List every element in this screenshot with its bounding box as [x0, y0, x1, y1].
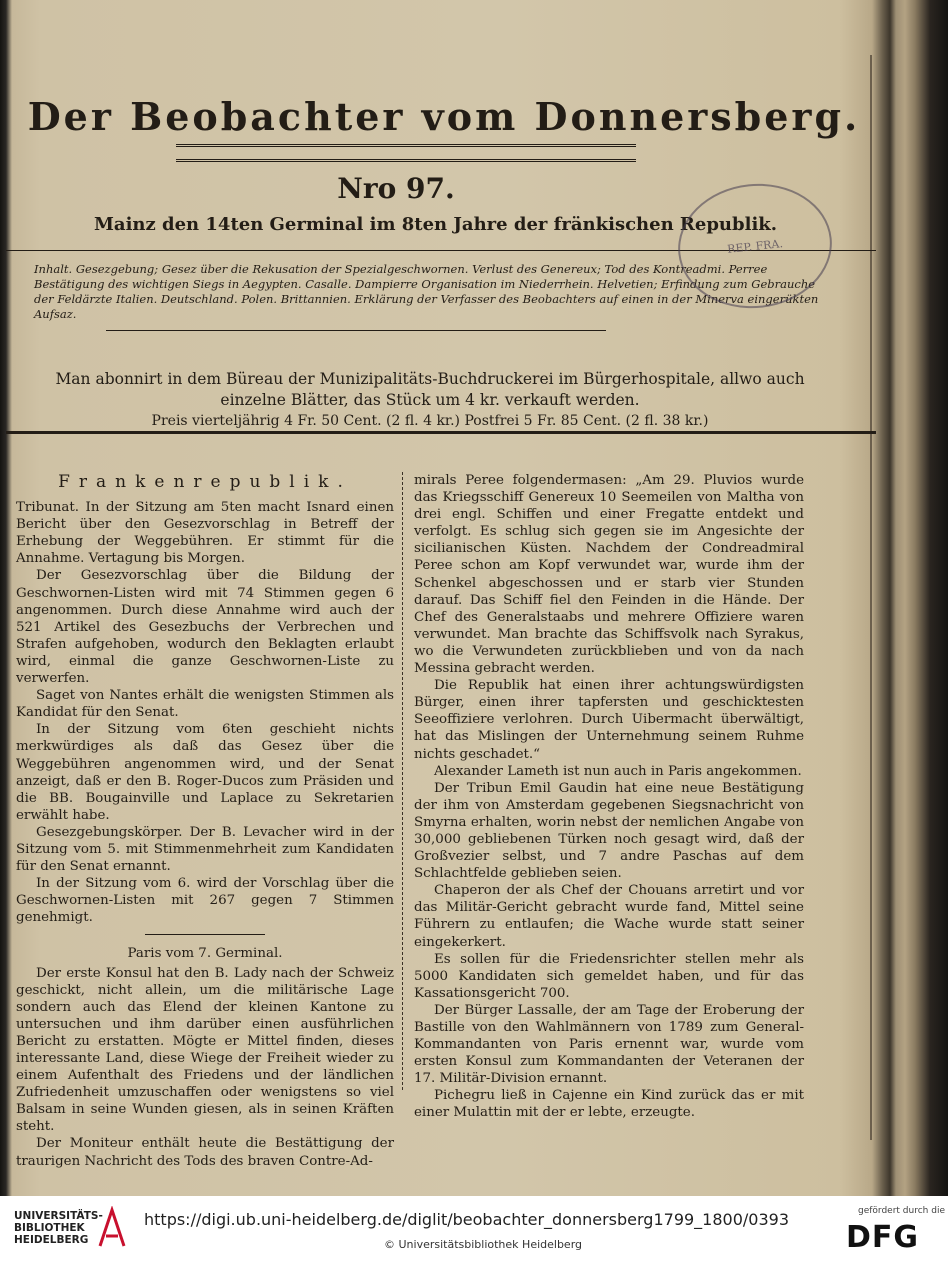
paragraph: Tribunat. In der Sitzung am 5ten macht Isnard einen Bericht über den Gesezvorschlag in Betreff der Erhebung der Weggebühren. Er stimmt für die Annahme. Vertagung bis Morgen.	[16, 500, 394, 567]
subscription-line: einzelne Blätter, das Stück um 4 kr. verkauft werden.	[220, 391, 640, 409]
copyright-notice: © Universitätsbibliothek Heidelberg	[384, 1238, 583, 1251]
dateline: Mainz den 14ten Germinal im 8ten Jahre der fränkischen Republik.	[94, 214, 778, 235]
issue-number: Nro 97.	[337, 172, 455, 205]
paragraph: Chaperon der als Chef der Chouans arretirt und vor das Militär-Gericht gebracht wurde fand, Mittel seine Führern zu entlaufen; die Wache wurde statt seiner eingekerkert.	[414, 883, 804, 950]
library-logo-text: UNIVERSITÄTS- BIBLIOTHEK HEIDELBERG	[14, 1210, 103, 1246]
table-of-contents: Inhalt. Gesezgebung; Gesez über die Rekusation der Spezialgeschwornen. Verlust des Genereux; Tod des Kontreadmi. Perree Bestätigung des wichtigen Siegs in Aegypten. Casalle. Dampierre Organisation im Niederrhein. Helvetien; Erfindung zum Gebrauche der Feldärzte Italien. Deutschland. Polen. Brittannien. Erklärung der Verfasser des Beobachters auf einen in der Minerva eingerükten Aufsaz.	[34, 262, 819, 321]
paragraph: Der Tribun Emil Gaudin hat eine neue Bestätigung der ihm von Amsterdam gegebenen Siegsnachricht von Smyrna erhalten, worin nebst der nemlichen Angabe von 30,000 gebliebenen Türken noch gesagt wird, daß der Großvezier selbst, und 7 andre Paschas auf dem Schlachtfelde geblieben seien.	[414, 780, 804, 882]
paragraph: Alexander Lameth ist nun auch in Paris angekommen.	[434, 763, 802, 779]
column-divider	[402, 472, 403, 1090]
divider	[106, 330, 606, 331]
section-heading: Frankenrepublik.	[58, 472, 352, 492]
viewer-footer	[0, 1196, 948, 1263]
paragraph: mirals Peree folgendermasen: „Am 29. Pluvios wurde das Kriegsschiff Genereux 10 Seemeilen von Maltha von drei engl. Schiffen und einer Fregatte entdekt und verfolgt. Es schlug sich gegen sie im Angesichte der sicilianischen Küsten. Nachdem der Condreadmiral Peree schon am Kopf verwundet war, wurde ihm der Schenkel abgeschossen und er starb vier Stunden darauf. Das Schiff fiel den Feinden in die Hände. Der Chef des Generalstaabs und mehrere Offiziere waren verwundet. Man brachte das Schiffsvolk nach Syrakus, wo die Verwundeten zurückblieben und von da nach Messina gebracht werden.	[414, 473, 804, 677]
stamp-text: REP. FRA.	[726, 236, 784, 256]
paragraph: In der Sitzung vom 6. wird der Vorschlag über die Geschwornen-Listen mit 267 gegen 7 Stimmen genehmigt.	[16, 876, 394, 926]
column-right	[414, 472, 804, 1122]
paragraph: Die Republik hat einen ihrer achtungswürdigsten Bürger, einen ihrer tapfersten und geschicktesten Seeoffiziere verlohren. Durch Uibermacht überwältigt, hat das Mislingen der Unternehmung seinem Ruhme nichts geschadet.“	[414, 678, 804, 762]
dfg-logo: DFG	[846, 1220, 920, 1255]
library-logo-icon	[96, 1206, 128, 1250]
funding-note: gefördert durch die	[858, 1206, 945, 1216]
paragraph: Der erste Konsul hat den B. Lady nach der Schweiz geschickt, nicht allein, um die militärische Lage sondern auch das Elend der kleinen Kantone zu untersuchen und ihm darüber einen ausführlichen Bericht zu erstatten. Mögte er Mittel finden, dieses interessante Land, diese Wiege der Freiheit wieder zu einem Aufenthalt des Friedens und der ländlichen Zufriedenheit umzuschaffen oder wenigstens so viel Balsam in seine Wunden giesen, als in seinen Kräften steht.	[16, 965, 394, 1135]
permalink-url[interactable]: https://digi.ub.uni-heidelberg.de/diglit/beobachter_donnersberg1799_1800/0393	[144, 1210, 790, 1229]
subscription-line: Man abonnirt in dem Büreau der Munizipalitäts-Buchdruckerei im Bürgerhospitale, allwo auch	[55, 370, 805, 388]
dateline-paris: Paris vom 7. Germinal.	[127, 946, 283, 962]
paragraph: Saget von Nantes erhält die wenigsten Stimmen als Kandidat für den Senat.	[16, 688, 394, 721]
newspaper-page	[6, 24, 882, 1169]
column-left	[16, 474, 394, 1170]
paragraph: Es sollen für die Friedensrichter stellen mehr als 5000 Kandidaten sich gemeldet haben, und für das Kassationsgericht 700.	[414, 951, 804, 1001]
paragraph: Gesezgebungskörper. Der B. Levacher wird in der Sitzung vom 5. mit Stimmenmehrheit zum Kandidaten für den Senat ernannt.	[16, 824, 394, 875]
masthead: Der Beobachter vom Donnersberg.	[27, 94, 861, 139]
price-line: Preis vierteljährig 4 Fr. 50 Cent. (2 fl. 4 kr.) Postfrei 5 Fr. 85 Cent. (2 fl. 38 kr.)	[151, 413, 709, 429]
paragraph: Der Gesezvorschlag über die Bildung der Geschwornen-Listen wird mit 74 Stimmen gegen 6 angenommen. Durch diese Annahme wird auch der 521 Artikel des Gesezbuchs der Verbrechen und Strafen aufgehoben, wodurch den Beklagten erlaubt wird, einmal die ganze Geschwornen-Liste zu verwerfen.	[16, 568, 394, 687]
paragraph: Pichegru ließ in Cajenne ein Kind zurück das er mit einer Mulattin mit der er lebte, erzeugte.	[414, 1088, 804, 1121]
paragraph: In der Sitzung vom 6ten geschieht nichts merkwürdiges als daß das Gesez über die Weggebühren angenommen wird, und der Senat anzeigt, daß er den B. Roger-Ducos zum Präsiden und die BB. Bougainville und Laplace zu Sekretarien erwählt habe.	[16, 722, 394, 823]
paragraph: Der Moniteur enthält heute die Bestättigung der traurigen Nachricht des Tods des braven Contre-Ad-	[16, 1136, 394, 1169]
paragraph: Der Bürger Lassalle, der am Tage der Eroberung der Bastille von den Wahlmännern von 1789 zum General-Kommandanten von Paris ernennt war, wurde vom ersten Konsul zum Kommandanten der Veteranen der 17. Militär-Division ernannt.	[414, 1002, 804, 1087]
subscription-notice	[30, 369, 830, 432]
divider	[145, 934, 265, 935]
divider	[6, 431, 876, 434]
ornament-rule	[176, 144, 636, 162]
